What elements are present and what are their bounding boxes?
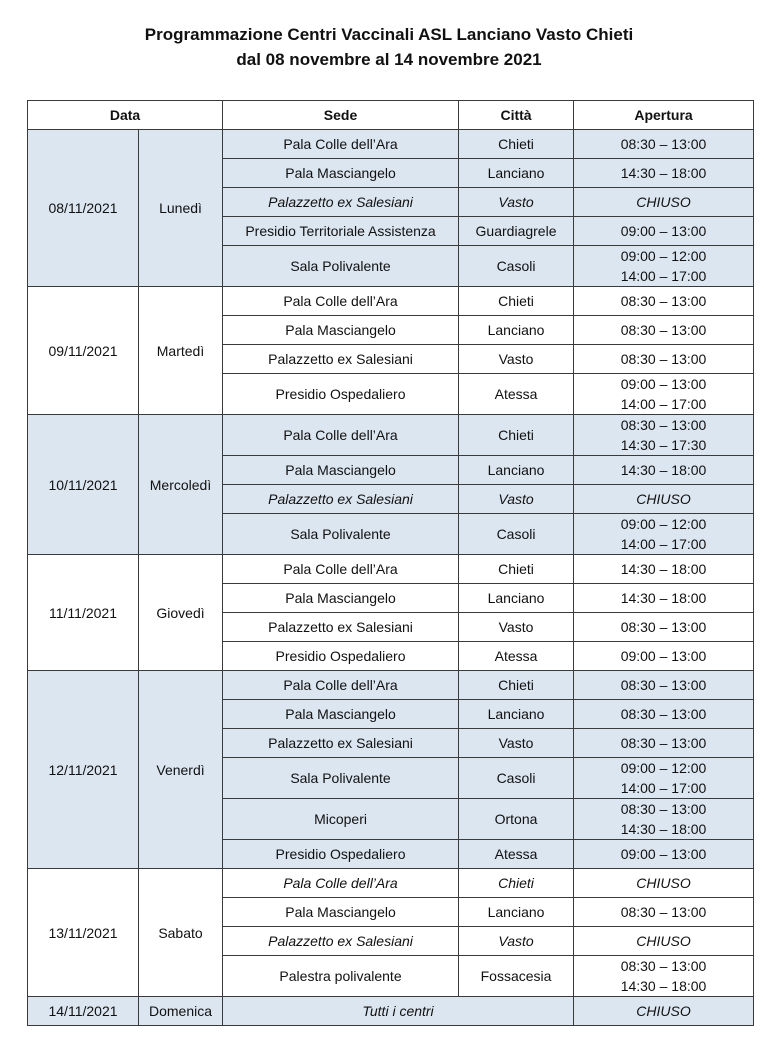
citta-cell: Atessa (459, 374, 574, 415)
citta-cell: Chieti (459, 555, 574, 584)
apertura-line: CHIUSO (636, 875, 691, 891)
apertura-cell (574, 287, 754, 316)
apertura-cell (574, 130, 754, 159)
schedule-table (27, 100, 754, 1026)
apertura-cell (574, 700, 754, 729)
date-cell: 08/11/2021 (28, 130, 139, 287)
apertura-cell (574, 415, 754, 456)
table-row (28, 415, 754, 456)
apertura-cell (574, 869, 754, 898)
sede-cell: Pala Masciangelo (223, 700, 459, 729)
apertura-cell (574, 898, 754, 927)
sede-cell: Pala Colle dell’Ara (223, 415, 459, 456)
title-line-2: dal 08 novembre al 14 novembre 2021 (236, 50, 542, 69)
date-cell: 10/11/2021 (28, 415, 139, 555)
apertura-cell (574, 345, 754, 374)
citta-cell: Casoli (459, 514, 574, 555)
apertura-line: 14:00 – 17:00 (620, 536, 707, 552)
sede-cell: Palazzetto ex Salesiani (223, 613, 459, 642)
apertura-line: 08:30 – 13:00 (620, 293, 707, 309)
apertura-cell (574, 758, 754, 799)
apertura-line: 09:00 – 13:00 (620, 223, 707, 239)
sede-cell: Pala Masciangelo (223, 898, 459, 927)
sede-cell: Pala Colle dell’Ara (223, 869, 459, 898)
apertura-cell (574, 927, 754, 956)
citta-cell: Chieti (459, 287, 574, 316)
apertura-cell (574, 217, 754, 246)
date-cell: 09/11/2021 (28, 287, 139, 415)
apertura-line: 08:30 – 13:00 (620, 322, 707, 338)
date-cell: 13/11/2021 (28, 869, 139, 997)
apertura-cell (574, 799, 754, 840)
apertura-line: 09:00 – 12:00 (620, 516, 707, 532)
apertura-line: 09:00 – 13:00 (620, 648, 707, 664)
apertura-cell (574, 374, 754, 415)
document-title (0, 22, 778, 72)
col-header-data: Data (28, 101, 223, 130)
weekday-cell: Giovedì (139, 555, 223, 671)
apertura-cell (574, 555, 754, 584)
citta-cell: Fossacesia (459, 956, 574, 997)
sede-cell: Pala Colle dell’Ara (223, 130, 459, 159)
citta-cell: Vasto (459, 729, 574, 758)
citta-cell: Vasto (459, 613, 574, 642)
table-row (28, 555, 754, 584)
citta-cell: Chieti (459, 869, 574, 898)
col-header-citta: Città (459, 101, 574, 130)
citta-cell: Lanciano (459, 898, 574, 927)
apertura-line: CHIUSO (636, 933, 691, 949)
sede-cell: Pala Masciangelo (223, 316, 459, 345)
citta-cell: Chieti (459, 130, 574, 159)
header-row (28, 101, 754, 130)
apertura-line: 08:30 – 13:00 (620, 677, 707, 693)
citta-cell: Casoli (459, 246, 574, 287)
col-header-apertura: Apertura (574, 101, 754, 130)
sede-cell: Sala Polivalente (223, 246, 459, 287)
apertura-cell (574, 956, 754, 997)
apertura-line: 08:30 – 13:00 (620, 351, 707, 367)
citta-cell: Chieti (459, 415, 574, 456)
apertura-cell (574, 246, 754, 287)
weekday-cell: Sabato (139, 869, 223, 997)
apertura-line: 14:30 – 18:00 (620, 590, 707, 606)
sede-cell: Presidio Ospedaliero (223, 374, 459, 415)
sede-cell: Pala Colle dell’Ara (223, 287, 459, 316)
sede-cell: Palazzetto ex Salesiani (223, 927, 459, 956)
citta-cell: Lanciano (459, 456, 574, 485)
apertura-line: 14:00 – 17:00 (620, 396, 707, 412)
weekday-cell: Lunedì (139, 130, 223, 287)
sede-cell: Palazzetto ex Salesiani (223, 188, 459, 217)
citta-cell: Vasto (459, 485, 574, 514)
all-centers-cell: Tutti i centri (223, 997, 574, 1026)
table-row-sunday (28, 997, 754, 1026)
weekday-cell: Domenica (139, 997, 223, 1026)
sede-cell: Sala Polivalente (223, 514, 459, 555)
apertura-line: 14:30 – 18:00 (620, 165, 707, 181)
apertura-line: 08:30 – 13:00 (620, 619, 707, 635)
sede-cell: Pala Colle dell’Ara (223, 671, 459, 700)
date-cell: 11/11/2021 (28, 555, 139, 671)
apertura-cell (574, 456, 754, 485)
apertura-line: 14:30 – 18:00 (620, 462, 707, 478)
citta-cell: Lanciano (459, 700, 574, 729)
sede-cell: Palestra polivalente (223, 956, 459, 997)
apertura-line: 09:00 – 12:00 (620, 248, 707, 264)
apertura-line: 14:30 – 18:00 (620, 561, 707, 577)
citta-cell: Ortona (459, 799, 574, 840)
sede-cell: Presidio Ospedaliero (223, 642, 459, 671)
apertura-line: CHIUSO (636, 194, 691, 210)
apertura-cell (574, 514, 754, 555)
apertura-line: 08:30 – 13:00 (620, 801, 707, 817)
sede-cell: Pala Masciangelo (223, 159, 459, 188)
apertura-cell (574, 642, 754, 671)
title-line-1: Programmazione Centri Vaccinali ASL Lanciano Vasto Chieti (144, 25, 634, 44)
sede-cell: Presidio Ospedaliero (223, 840, 459, 869)
apertura-cell (574, 613, 754, 642)
sede-cell: Pala Colle dell’Ara (223, 555, 459, 584)
apertura-line: 08:30 – 13:00 (620, 136, 707, 152)
apertura-line: 08:30 – 13:00 (620, 706, 707, 722)
citta-cell: Guardiagrele (459, 217, 574, 246)
sede-cell: Pala Masciangelo (223, 456, 459, 485)
table-row (28, 869, 754, 898)
apertura-cell (574, 729, 754, 758)
sede-cell: Sala Polivalente (223, 758, 459, 799)
sede-cell: Palazzetto ex Salesiani (223, 485, 459, 514)
table-row (28, 671, 754, 700)
citta-cell: Chieti (459, 671, 574, 700)
apertura-line: 14:00 – 17:00 (620, 780, 707, 796)
apertura-line: 09:00 – 12:00 (620, 760, 707, 776)
citta-cell: Casoli (459, 758, 574, 799)
apertura-cell: CHIUSO (574, 997, 754, 1026)
table-row (28, 287, 754, 316)
schedule-body (28, 130, 754, 1026)
sede-cell: Palazzetto ex Salesiani (223, 729, 459, 758)
apertura-cell (574, 671, 754, 700)
citta-cell: Vasto (459, 345, 574, 374)
sede-cell: Pala Masciangelo (223, 584, 459, 613)
apertura-cell (574, 840, 754, 869)
citta-cell: Lanciano (459, 159, 574, 188)
date-cell: 14/11/2021 (28, 997, 139, 1026)
citta-cell: Atessa (459, 642, 574, 671)
col-header-sede: Sede (223, 101, 459, 130)
citta-cell: Lanciano (459, 584, 574, 613)
sede-cell: Palazzetto ex Salesiani (223, 345, 459, 374)
apertura-line: 08:30 – 13:00 (620, 417, 707, 433)
apertura-line: 14:00 – 17:00 (620, 268, 707, 284)
apertura-cell (574, 188, 754, 217)
apertura-cell (574, 316, 754, 345)
apertura-line: 14:30 – 17:30 (620, 437, 707, 453)
apertura-line: CHIUSO (636, 491, 691, 507)
apertura-line: 08:30 – 13:00 (620, 958, 707, 974)
weekday-cell: Martedì (139, 287, 223, 415)
apertura-line: 09:00 – 13:00 (620, 376, 707, 392)
apertura-line: 14:30 – 18:00 (620, 821, 707, 837)
sede-cell: Micoperi (223, 799, 459, 840)
apertura-cell (574, 159, 754, 188)
apertura-cell (574, 584, 754, 613)
weekday-cell: Venerdì (139, 671, 223, 869)
weekday-cell: Mercoledì (139, 415, 223, 555)
apertura-line: 08:30 – 13:00 (620, 904, 707, 920)
citta-cell: Lanciano (459, 316, 574, 345)
table-row (28, 130, 754, 159)
apertura-line: 14:30 – 18:00 (620, 978, 707, 994)
date-cell: 12/11/2021 (28, 671, 139, 869)
citta-cell: Vasto (459, 188, 574, 217)
citta-cell: Atessa (459, 840, 574, 869)
apertura-cell (574, 485, 754, 514)
citta-cell: Vasto (459, 927, 574, 956)
apertura-line: 09:00 – 13:00 (620, 846, 707, 862)
apertura-line: 08:30 – 13:00 (620, 735, 707, 751)
sede-cell: Presidio Territoriale Assistenza (223, 217, 459, 246)
